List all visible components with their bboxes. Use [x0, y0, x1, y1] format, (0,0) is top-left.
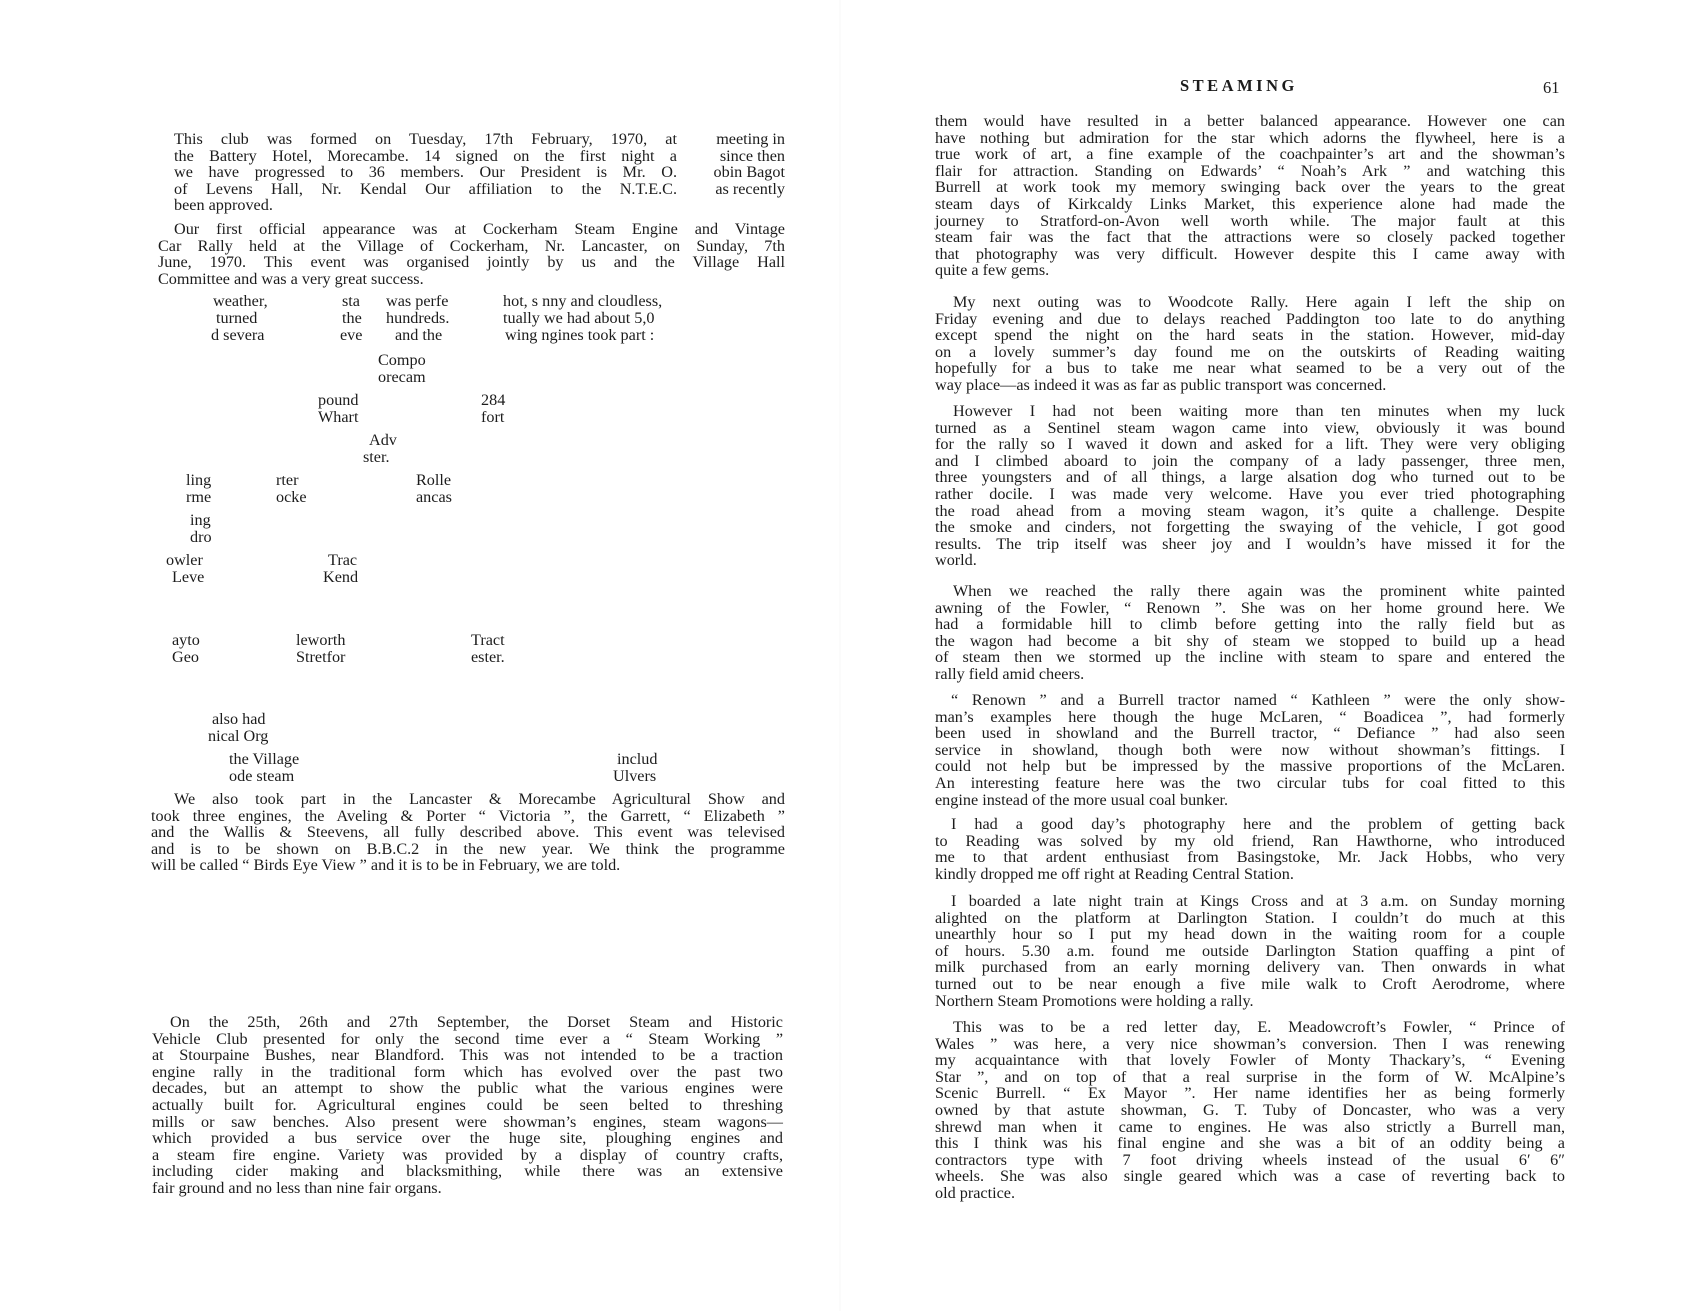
text-fragment: eve — [340, 326, 363, 344]
text-line: This club was formed on Tuesday, 17th February, 1970, at — [174, 130, 677, 148]
text-fragment: Kend — [323, 568, 359, 586]
text-fragment: the — [342, 309, 362, 327]
text-line: way place—as indeed it was as far as public transport was concerned. — [935, 375, 1387, 394]
text-line: obin Bagot — [713, 163, 785, 182]
text-fragment: Geo — [172, 648, 199, 666]
text-fragment: hot, s nny and cloudless, — [503, 292, 663, 310]
text-line: Committee and was a very great success. — [158, 269, 424, 288]
text-line: of hours. 5.30 a.m. found me outside Darlington Station quaffing a pint of — [935, 941, 1565, 960]
text-line: Burrell at work took my memory swinging back over the years to the great — [935, 178, 1565, 197]
text-fragment: also had — [212, 710, 266, 728]
text-line: three youngsters and of all things, a large alsation dog who turned out to be — [935, 468, 1565, 487]
text-line: the road ahead from a moving steam wagon, it’s quite a challenge. Despite — [935, 501, 1565, 520]
text-line: Our first official appearance was at Cockerham Steam Engine and Vintage — [174, 220, 785, 238]
text-line: as recently — [715, 179, 785, 198]
text-line: steam days of Kirkcaldy Links Market, this experience alone had made the — [935, 194, 1565, 213]
text-fragment: includ — [617, 750, 658, 768]
text-line: since then — [719, 146, 785, 165]
text-fragment: Rolle — [416, 471, 452, 489]
paragraph-club-formed-side — [690, 131, 785, 197]
text-line: the Battery Hotel, Morecambe. 14 signed on the first night a — [174, 146, 677, 165]
paragraph-renown-awning — [935, 583, 1565, 683]
text-fragment: nical Org — [208, 727, 269, 745]
text-line: turned as a Sentinel steam wagon came into view, obviously it was bound — [935, 418, 1565, 437]
text-fragment: ancas — [416, 488, 452, 506]
text-fragment: ode steam — [229, 767, 295, 785]
paragraph-darlington — [935, 893, 1565, 1009]
text-fragment: sta — [342, 292, 360, 310]
text-line: will be called “ Birds Eye View ” and it is to be in February, we are told. — [151, 856, 621, 875]
text-line: on a lovely summer’s day found me on the outskirts of Reading waiting — [935, 342, 1565, 361]
text-fragment: tually we had about 5,0 — [503, 309, 655, 327]
text-line: unearthly hour so I put my head down in the waiting room for a couple — [935, 925, 1565, 944]
text-line: Star ”, and on top of that a real surprise in the form of W. McAlpine’s — [935, 1067, 1565, 1086]
text-line: Scenic Burrell. “ Ex Mayor ”. Her name identifies her as being formerly — [935, 1084, 1565, 1103]
text-line: engine rally in the traditional form which has evolved over the past two — [152, 1062, 783, 1081]
text-line: my acquaintance with that lovely Fowler of Monty Thackary’s, “ Evening — [935, 1051, 1565, 1070]
text-line: have nothing but admiration for the star which adorns the flywheel, here is a — [935, 128, 1565, 147]
text-line: that photography was very difficult. However despite this I came away with — [935, 244, 1565, 263]
text-line: took three engines, the Aveling & Porter “ Victoria ”, the Garrett, “ Elizabeth ” — [151, 806, 785, 825]
text-line: we have progressed to 36 members. Our President is Mr. O. — [174, 163, 677, 182]
text-fragment: dro — [190, 528, 212, 546]
text-line: fair ground and no less than nine fair organs. — [152, 1178, 442, 1197]
text-fragment: Adv — [369, 431, 397, 449]
text-line: of Levens Hall, Nr. Kendal Our affiliation to the N.T.E.C. — [174, 179, 677, 198]
text-line: me to that ardent enthusiast from Basingstoke, Mr. Jack Hobbs, who very — [935, 848, 1565, 867]
text-line: steam fair was the fact that the attractions were so closely packed together — [935, 228, 1565, 247]
text-line: man’s examples here though the huge McLaren, “ Boadicea ”, had formerly — [935, 707, 1565, 726]
text-line: had a formidable hill to climb before getting into the rally field but as — [935, 615, 1565, 634]
text-line: turned out to be near enough a five mile walk to Croft Aerodrome, where — [935, 974, 1565, 993]
text-line: decades, but an attempt to show the public what the various engines were — [152, 1079, 783, 1098]
text-fragment: rme — [186, 488, 212, 506]
text-line: a steam fire engine. Variety was provided by a display of country crafts, — [152, 1145, 783, 1164]
text-line: When we reached the rally there again was the prominent white painted — [953, 582, 1565, 600]
text-fragment: Ulvers — [613, 767, 657, 785]
text-line: actually built for. Agricultural engines could be seen belted to threshing — [152, 1095, 783, 1114]
text-fragment: was perfe — [386, 292, 449, 310]
text-fragment: ster. — [363, 448, 390, 466]
text-line: “ Renown ” and a Burrell tractor named “ Kathleen ” were the only show- — [951, 691, 1565, 709]
running-head: STEAMING — [1180, 76, 1298, 95]
text-line: been approved. — [174, 196, 273, 215]
text-fragment: owler — [166, 551, 203, 569]
text-fragment: Whart — [318, 408, 359, 426]
text-line: this I think was his final engine and she was a bit of an oddity being a — [935, 1134, 1565, 1153]
text-line: at Stourpaine Bushes, near Blandford. This was not intended to be a traction — [152, 1046, 783, 1065]
text-line: true work of art, a fine example of the coachpainter’s art and the showman’s — [935, 145, 1565, 164]
text-fragment: ocke — [276, 488, 307, 506]
text-fragment: pound — [318, 391, 359, 409]
text-line: milk purchased from an early morning delivery van. Then onwards in what — [935, 958, 1565, 977]
text-line: world. — [935, 551, 977, 570]
text-line: I boarded a late night train at Kings Cross and at 3 a.m. on Sunday morning — [951, 892, 1565, 910]
paragraph-sentinel-wagon — [935, 403, 1565, 569]
text-line: awning of the Fowler, “ Renown ”. She was on her home ground here. We — [935, 598, 1565, 617]
text-fragment: ling — [186, 471, 212, 489]
text-line: the smoke and cinders, not forgetting the swaying of the vehicle, I got good — [935, 518, 1565, 537]
text-line: rally field amid cheers. — [935, 664, 1085, 683]
paragraph-first-appearance — [158, 221, 785, 287]
left-page — [0, 0, 840, 1311]
text-line: contractors type with 7 foot driving wheels instead of the usual 6′ 6″ — [935, 1150, 1565, 1169]
text-line: old practice. — [935, 1183, 1015, 1202]
text-line: rather docile. I was made very welcome. Have you ever tried photographing — [935, 484, 1565, 503]
text-line: An interesting feature here was the two circular tubs for coal fitted to this — [935, 773, 1565, 792]
page-number: 61 — [1543, 78, 1560, 97]
text-line: wheels. She was also single geared which was a case of reverting back to — [935, 1167, 1565, 1186]
text-line: the wagon had become a bit shy of steam we stopped to build up a head — [935, 631, 1565, 650]
text-line: flair for attraction. Standing on Edwards’ “ Noah’s Ark ” and watching this — [935, 161, 1565, 180]
text-line: service in showland, though both were now without showman’s fittings. I — [935, 740, 1565, 759]
paragraph-red-letter-day — [935, 1019, 1565, 1202]
text-line: shrewd man when it came to engines. He was also strictly a Burrell man, — [935, 1117, 1565, 1136]
text-line: However I had not been waiting more than ten minutes when my luck — [953, 402, 1565, 420]
text-line: On the 25th, 26th and 27th September, the Dorset Steam and Historic — [170, 1013, 783, 1031]
text-line: and the Wallis & Steevens, all fully described above. This event was televised — [151, 823, 785, 842]
text-fragment: fort — [481, 408, 505, 426]
text-line: quite a few gems. — [935, 261, 1050, 280]
text-line: alighted on the platform at Darlington Station. I couldn’t do much at this — [935, 908, 1565, 927]
text-line: My next outing was to Woodcote Rally. Here again I left the ship on — [953, 293, 1565, 311]
text-line: for the rally so I waved it down and asked for a lift. They were very obliging — [935, 435, 1565, 454]
text-line: including cider making and blacksmithing, while there was an extensive — [152, 1162, 783, 1181]
text-fragment: Tract — [471, 631, 505, 649]
text-line: of steam then we stormed up the incline with steam to spare and entered the — [935, 648, 1565, 667]
text-line: owned by that astute showman, G. T. Tuby of Doncaster, who was a very — [935, 1100, 1565, 1119]
text-line: except spend the night on the hard seats in the station. However, mid-day — [935, 326, 1565, 345]
text-line: and is to be shown on B.B.C.2 in the new year. We think the programme — [151, 839, 785, 858]
text-line: Wales ” was here, a very nice showman’s conversion. Then I was renewing — [935, 1034, 1565, 1053]
text-fragment: 284 — [481, 391, 506, 409]
text-line: I had a good day’s photography here and the problem of getting back — [951, 815, 1565, 833]
text-fragment: ester. — [471, 648, 505, 666]
text-line: results. The trip itself was sheer joy and I wouldn’s have missed it for the — [935, 534, 1565, 553]
text-fragment: d severa — [211, 326, 265, 344]
text-line: Vehicle Club presented for only the second time ever a “ Steam Working ” — [152, 1029, 783, 1048]
text-fragment: Leve — [172, 568, 205, 586]
text-fragment: the Village — [229, 750, 300, 768]
text-fragment: Trac — [328, 551, 358, 569]
paragraph-lancaster-show — [151, 791, 785, 874]
text-fragment: Compo — [378, 351, 426, 369]
text-line: mills or saw benches. Also present were showman’s engines, steam wagons— — [152, 1112, 783, 1131]
text-line: could not help but be impressed by the massive proportions of the McLaren. — [935, 757, 1565, 776]
text-fragment: wing ngines took part : — [505, 326, 655, 344]
text-fragment: Stretfor — [296, 648, 346, 666]
text-fragment: weather, — [213, 292, 268, 310]
text-line: This was to be a red letter day, E. Meadowcroft’s Fowler, “ Prince of — [953, 1018, 1565, 1036]
text-line: June, 1970. This event was organised jointly by us and the Village Hall — [158, 253, 785, 272]
text-line: to Reading was solved by my old friend, Ran Hawthorne, who introduced — [935, 831, 1565, 850]
paragraph-showman-examples — [935, 692, 1565, 808]
paragraph-woodcote-rally — [935, 294, 1565, 394]
text-line: and I climbed aboard to join the company of a lady passenger, three men, — [935, 451, 1565, 470]
text-fragment: turned — [216, 309, 258, 327]
text-line: them would have resulted in a better balanced appearance. However one can — [935, 112, 1565, 130]
text-line: hopefully for a bus to take me near what seamed to be a very out of the — [935, 359, 1565, 378]
text-line: meeting in — [716, 130, 785, 148]
text-fragment: ayto — [172, 631, 200, 649]
text-line: engine instead of the more usual coal bunker. — [935, 790, 1229, 809]
text-line: kindly dropped me off right at Reading Central Station. — [935, 864, 1294, 883]
text-fragment: orecam — [378, 368, 426, 386]
text-fragment: ing — [190, 511, 211, 529]
text-line: Car Rally held at the Village of Cockerham, Nr. Lancaster, on Sunday, 7th — [158, 236, 785, 255]
paragraph-reading-return — [935, 816, 1565, 882]
text-line: been used in showland and the Burrell tractor, “ Defiance ” had also seen — [935, 724, 1565, 743]
text-fragment: rter — [276, 471, 299, 489]
text-line: journey to Stratford-on-Avon well worth while. The major fault at this — [935, 211, 1565, 230]
text-line: Northern Steam Promotions were holding a rally. — [935, 991, 1254, 1010]
paragraph-star-flywheel — [935, 113, 1565, 279]
text-line: which provided a bus service over the huge site, ploughing engines and — [152, 1129, 783, 1148]
paragraph-dorset-steam — [152, 1014, 783, 1197]
text-fragment: and the — [395, 326, 443, 344]
text-fragment: hundreds. — [386, 309, 450, 327]
text-fragment: leworth — [296, 631, 346, 649]
text-line: We also took part in the Lancaster & Morecambe Agricultural Show and — [174, 790, 785, 808]
paragraph-club-formed — [174, 131, 677, 214]
text-line: Friday evening and due to delays reached Paddington too late to do anything — [935, 309, 1565, 328]
